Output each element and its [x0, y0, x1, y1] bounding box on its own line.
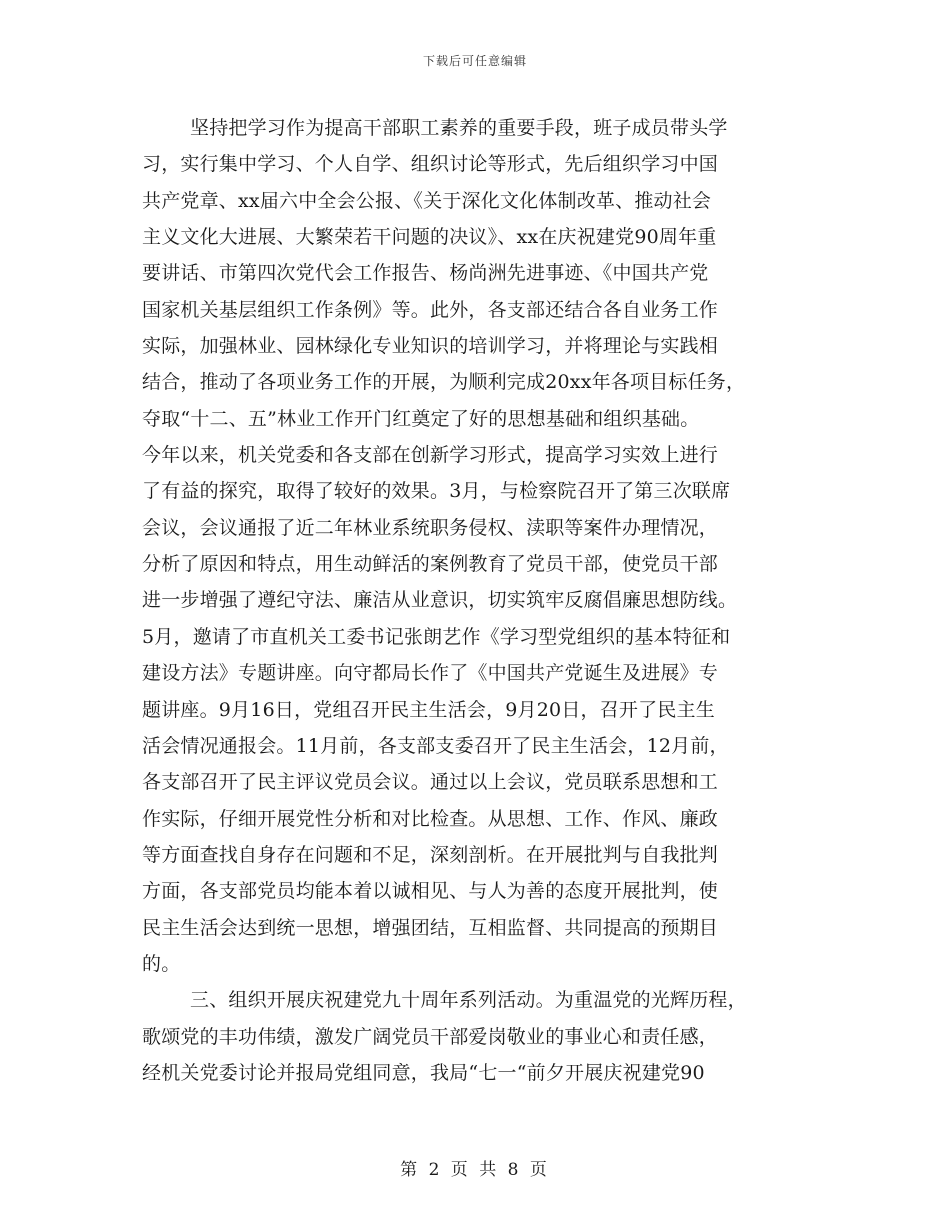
text-line: 各支部召开了民主评议党员会议。通过以上会议，党员联系思想和工	[142, 771, 719, 794]
text-line: 夺取“十二、五”林业工作开门红奠定了好的思想基础和组织基础。	[142, 407, 700, 430]
text-line: 5月，邀请了市直机关工委书记张朗艺作《学习型党组织的基本特征和	[142, 625, 731, 648]
text-line: 要讲话、市第四次党代会工作报告、杨尚洲先进事迹、《中国共产党	[142, 262, 709, 285]
text-line: 歌颂党的丰功伟绩，激发广阔党员干部爱岗敬业的事业心和责任感，	[142, 1025, 719, 1048]
text-line: 等方面查找自身存在问题和不足，深刻剖析。在开展批判与自我批判	[142, 843, 719, 866]
text-line: 题讲座。9月16日，党组召开民主生活会，9月20日，召开了民主生	[142, 698, 715, 721]
text-line: 三、组织开展庆祝建党九十周年系列活动。为重温党的光辉历程，	[190, 989, 747, 1012]
text-line: 结合，推动了各项业务工作的开展，为顺利完成20xx年各项目标任务，	[142, 371, 746, 394]
text-line: 国家机关基层组织工作条例》等。此外，各支部还结合各自业务工作	[142, 298, 719, 321]
text-line: 习，实行集中学习、个人自学、组织讨论等形式，先后组织学习中国	[142, 153, 719, 176]
text-line: 经机关党委讨论并报局党组同意，我局“七一“前夕开展庆祝建党90	[142, 1061, 705, 1084]
text-line: 会议，会议通报了近二年林业系统职务侵权、渎职等案件办理情况，	[142, 516, 719, 539]
document-body	[142, 110, 822, 1091]
text-line: 实际，加强林业、园林绿化专业知识的培训学习，并将理论与实践相	[142, 335, 719, 358]
text-line: 分析了原因和特点，用生动鲜活的案例教育了党员干部，使党员干部	[142, 553, 719, 576]
text-line: 作实际，仔细开展党性分析和对比检查。从思想、工作、作风、廉政	[142, 807, 719, 830]
header-note: 下载后可任意编辑	[422, 54, 527, 68]
text-line: 活会情况通报会。11月前，各支部支委召开了民主生活会，12月前，	[142, 734, 729, 757]
text-line: 坚持把学习作为提高干部职工素养的重要手段，班子成员带头学	[190, 117, 728, 139]
text-line: 的。	[142, 952, 181, 975]
text-line: 进一步增强了遵纪守法、廉洁从业意识，切实筑牢反腐倡廉思想防线。	[142, 589, 738, 612]
text-line: 今年以来，机关党委和各支部在创新学习形式，提高学习实效上进行	[142, 444, 719, 467]
text-line: 民主生活会达到统一思想，增强团结，互相监督、共同提高的预期目	[142, 916, 719, 939]
text-line: 了有益的探究，取得了较好的效果。3月，与检察院召开了第三次联席	[142, 480, 731, 503]
text-line: 方面，各支部党员均能本着以诚相见、与人为善的态度开展批判，使	[142, 880, 719, 903]
page-number: 第 2 页 共 8 页	[400, 1160, 550, 1180]
text-line: 建设方法》专题讲座。向守都局长作了《中国共产党诞生及进展》专	[142, 662, 719, 685]
text-line: 共产党章、xx届六中全会公报、《关于深化文化体制改革、推动社会	[142, 189, 712, 212]
text-line: 主义文化大进展、大繁荣若干问题的决议》、xx在庆祝建党90周年重	[142, 226, 717, 249]
